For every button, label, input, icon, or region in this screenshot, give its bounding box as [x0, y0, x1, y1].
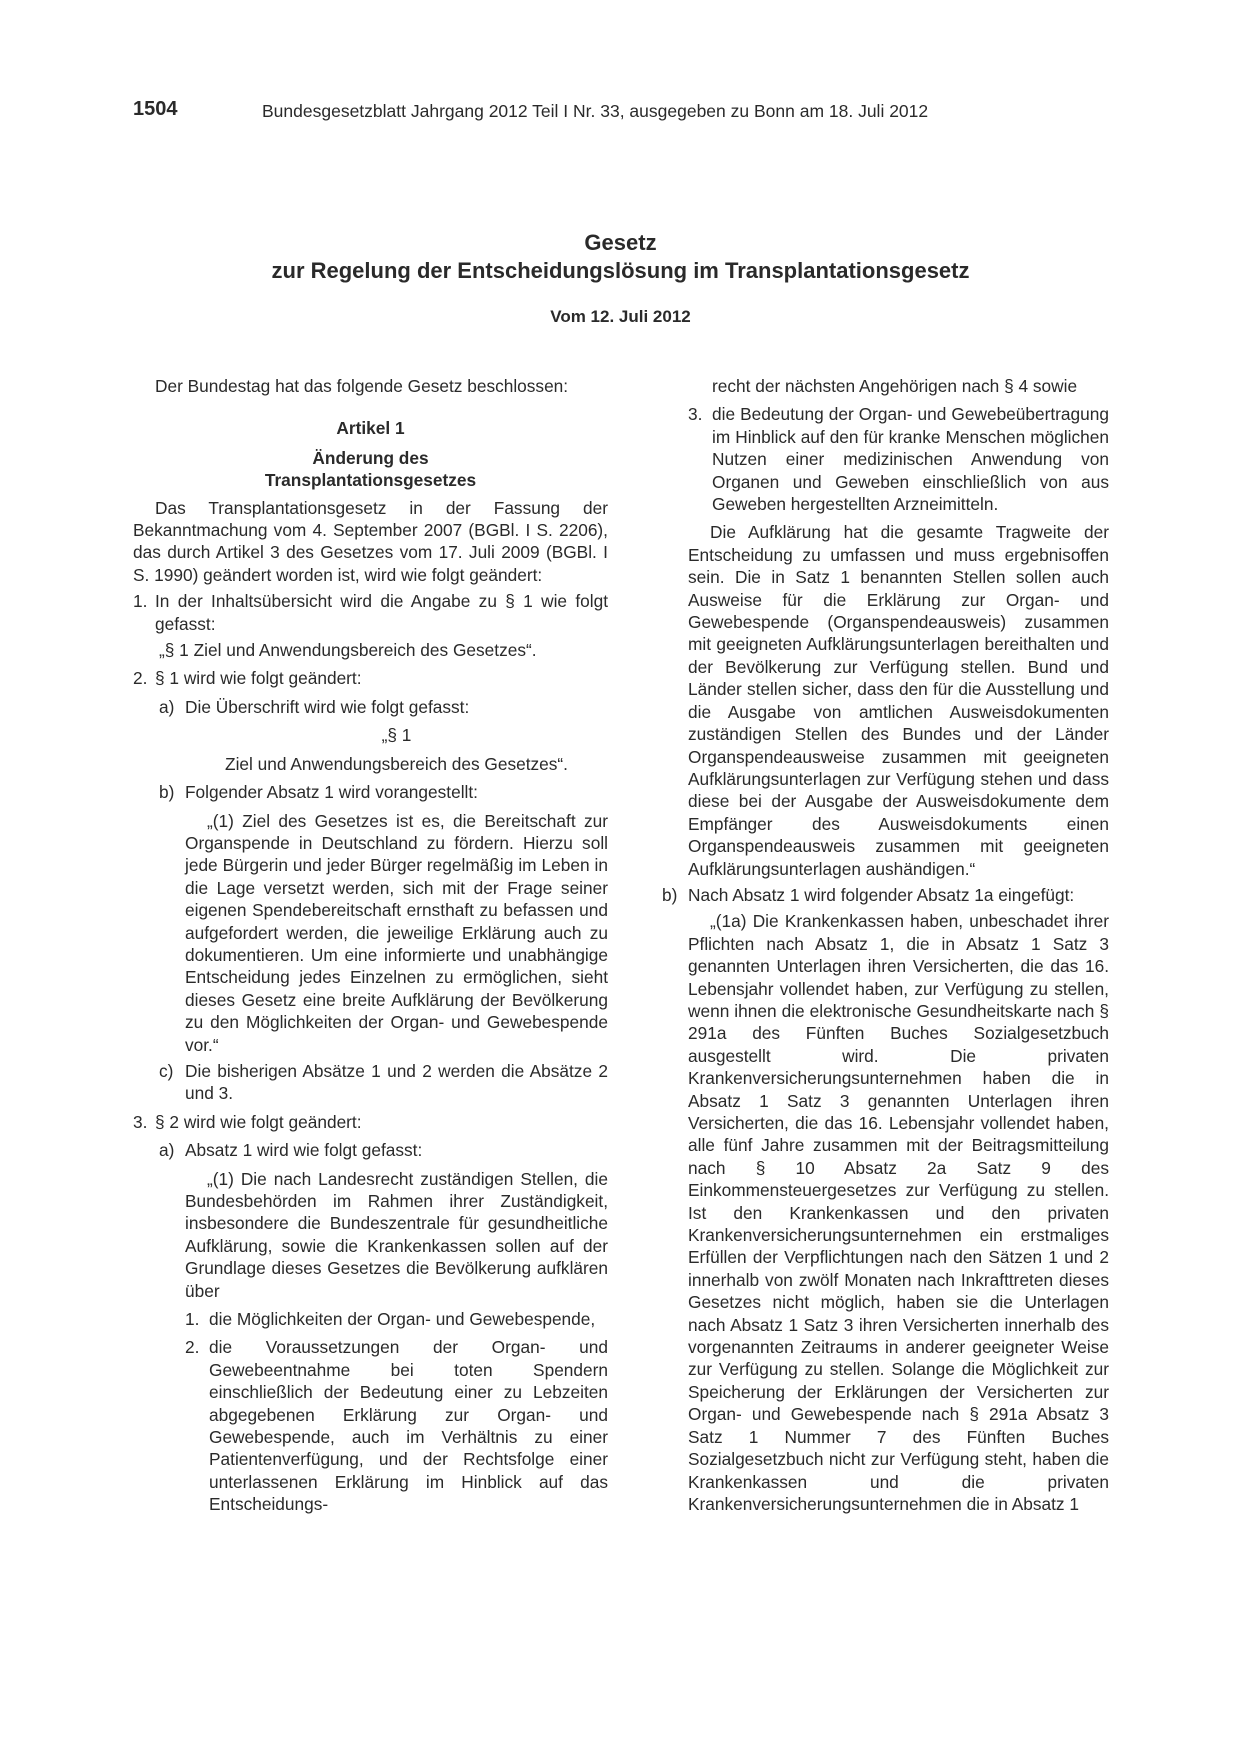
sub-marker: b) [662, 884, 678, 905]
point-marker: 3. [688, 404, 703, 425]
quote-paragraph-1: „(1) Ziel des Gesetzes ist es, die Bereitschaft zur Organspende in Deutschland zu fördern. Hierzu soll jede Bürgerin und jeder Bürger regelmäßig im Leben in die Lage versetzt werden, sich mit der Frage seiner eigenen Spendebereitschaft ernsthaft zu befassen und aufgefordert werden, die jeweilige Erklärung auch zu dokumentieren. Um eine informierte und unabhängige Entscheidung jedes Einzelnen zu ermöglichen, sieht dieses Gesetz eine breite Aufklärung der Bevölkerung zu den Möglichkeiten der Organ- und Gewebespende vor.“ [185, 810, 608, 1055]
point-marker: 1. [185, 1309, 200, 1330]
sub-item-text: Die bisherigen Absätze 1 und 2 werden die Absätze 2 und 3. [185, 1060, 608, 1104]
list-marker: 2. [133, 668, 148, 689]
point-text: die Voraussetzungen der Organ- und Gewebeentnahme bei toten Spendern einschließlich der Bedeutung einer zu Lebzeiten abgegebenen Erklärung zur Organ- und Gewebespende, auch im Verhältnis zu einer Patientenverfügung, und der Rechtsfolge einer unterlassenen Erklärung im Hinblick auf das Entscheidungs- [209, 1337, 608, 1515]
list-item-text: In der Inhaltsübersicht wird die Angabe zu § 1 wie folgt gefasst: [155, 591, 608, 634]
quote-paragraph-2-2: Die Aufklärung hat die gesamte Tragweite der Entscheidung zu umfassen und muss ergebnisoffen sein. Die in Satz 1 benannten Stellen sollen auch Ausweise für die Erklärung zur Organ- und Gewebespende (Organspendeausweis) zusammen mit geeigneten Aufklärungsunterlagen bereithalten und der Bevölkerung zur Verfügung stellen. Bund und Länder stellen sicher, dass den für die Ausstellung und die Ausgabe von amtlichen Ausweisdokumenten zuständigen Stellen des Bundes und der Länder Organspendeausweise zusammen mit geeigneten Aufklärungsunterlagen zur Verfügung stehen und dass diese bei der Ausgabe der Ausweisdokumente dem Empfänger des Ausweisdokuments einen Organspendeausweis zusammen mit geeigneten Aufklärungsunterlagen aushändigen.“ [688, 522, 1109, 879]
law-subtitle: zur Regelung der Entscheidungslösung im Transplantationsgesetz [271, 258, 970, 283]
list-marker: 1. [133, 591, 148, 612]
numbered-point-2 [133, 1336, 608, 1515]
preamble-text: Das Transplantationsgesetz in der Fassung der Bekanntmachung vom 4. September 2007 (BGBl. I S. 2206), das durch Artikel 3 des Gesetzes vom 17. Juli 2009 (BGBl. I S. 1990) geändert worden ist, wird wie folgt geändert: [133, 497, 608, 585]
sub-marker: a) [159, 696, 175, 717]
law-date: Vom 12. Juli 2012 [550, 307, 691, 326]
quote-paragraph-2-1: „(1) Die nach Landesrecht zuständigen Stellen, die Bundesbehörden im Rahmen ihrer Zuständigkeit, insbesondere die Bundeszentrale für gesundheitliche Aufklärung, sowie die Krankenkassen sollen auf der Grundlage dieses Gesetzes die Bevölkerung aufklären über [185, 1168, 608, 1301]
list-marker: 3. [133, 1111, 148, 1132]
sub-item-text: Die Überschrift wird wie folgt gefasst: [185, 696, 470, 717]
list-item-text: § 1 wird wie folgt geändert: [155, 668, 362, 689]
sub-marker: a) [159, 1140, 175, 1161]
continued-text: recht der nächsten Angehörigen nach § 4 sowie [712, 376, 1078, 396]
sub-marker: b) [159, 782, 175, 803]
page-number: 1504 [133, 98, 178, 120]
sub-item-2a [133, 696, 608, 718]
list-item-2 [133, 667, 608, 689]
sub-item-3a [133, 1139, 608, 1161]
list-item-1 [133, 590, 608, 635]
paragraph-sign: „§ 1 [381, 725, 412, 746]
point-text: die Bedeutung der Organ- und Gewebeübertragung im Hinblick auf den für kranke Menschen möglichen Nutzen einer medizinischen Anwendung von Organen und Geweben einschließlich von aus Geweben hergestellten Arzneimitteln. [712, 404, 1109, 515]
right-column [662, 375, 1109, 1515]
article-title-line2: Transplantationsgesetzes [264, 470, 477, 491]
quote-paragraph-1a: „(1a) Die Krankenkassen haben, unbeschadet ihrer Pflichten nach Absatz 1, die in Absatz 1 Satz 3 genannten Unterlagen ihren Versicherten, die das 16. Lebensjahr vollendet haben, zur Verfügung zu stellen, wenn ihnen die elektronische Gesundheitskarte nach § 291a des Fünften Buches Sozialgesetzbuch ausgestellt wird. Die privaten Krankenversicherungsunternehmen haben die in Absatz 1 Satz 3 genannten Unterlagen ihren Versicherten, die das 16. Lebensjahr vollendet haben, alle fünf Jahre zusammen mit der Beitragsmitteilung nach § 10 Absatz 2a Satz 9 des Einkommensteuergesetzes zur Verfügung zu stellen. Ist den Krankenkassen und den privaten Krankenversicherungsunternehmen ein erstmaliges Erfüllen der Verpflichtungen nach den Sätzen 1 und 2 innerhalb von zwölf Monaten nach Inkrafttreten dieses Gesetzes nicht möglich, haben sie die Unterlagen nach Absatz 1 Satz 3 ihren Versicherten innerhalb des vorgenannten Zeitraums in anderer geeigneter Weise zur Verfügung zu stellen. Solange die Möglichkeit zur Speicherung der Erklärungen der Versicherten zur Organ- und Gewebespende nach § 291a Absatz 3 Satz 1 Nummer 7 des Fünften Buches Sozialgesetzbuch nicht zur Verfügung steht, haben die Krankenkassen und die privaten Krankenversicherungsunternehmen die in Absatz 1 [688, 911, 1109, 1514]
list-item-3 [133, 1111, 608, 1133]
running-header: Bundesgesetzblatt Jahrgang 2012 Teil I Nr. 33, ausgegeben zu Bonn am 18. Juli 2012 [262, 101, 929, 121]
law-title: Gesetz [584, 230, 657, 255]
numbered-point-1 [133, 1308, 608, 1330]
sub-item-2c [133, 1060, 608, 1105]
quote-toc-entry: „§ 1 Ziel und Anwendungsbereich des Gesetzes“. [159, 640, 537, 661]
numbered-point-3 [662, 403, 1109, 515]
article-heading: Artikel 1 [336, 418, 405, 439]
sub-item-text: Nach Absatz 1 wird folgender Absatz 1a eingefügt: [688, 884, 1075, 905]
paragraph-title: Ziel und Anwendungsbereich des Gesetzes“. [225, 753, 568, 774]
sub-item-text: Absatz 1 wird wie folgt gefasst: [185, 1140, 423, 1161]
sub-item-2b [133, 781, 608, 803]
list-item-text: § 2 wird wie folgt geändert: [155, 1111, 362, 1132]
point-marker: 2. [185, 1337, 200, 1358]
left-column [133, 375, 608, 1516]
intro-text: Der Bundestag hat das folgende Gesetz beschlossen: [155, 376, 569, 396]
sub-item-3b [662, 884, 1109, 906]
sub-marker: c) [159, 1060, 174, 1081]
sub-item-text: Folgender Absatz 1 wird vorangestellt: [185, 782, 478, 803]
article-title-line1: Änderung des [312, 447, 429, 468]
point-text: die Möglichkeiten der Organ- und Gewebespende, [209, 1309, 596, 1330]
